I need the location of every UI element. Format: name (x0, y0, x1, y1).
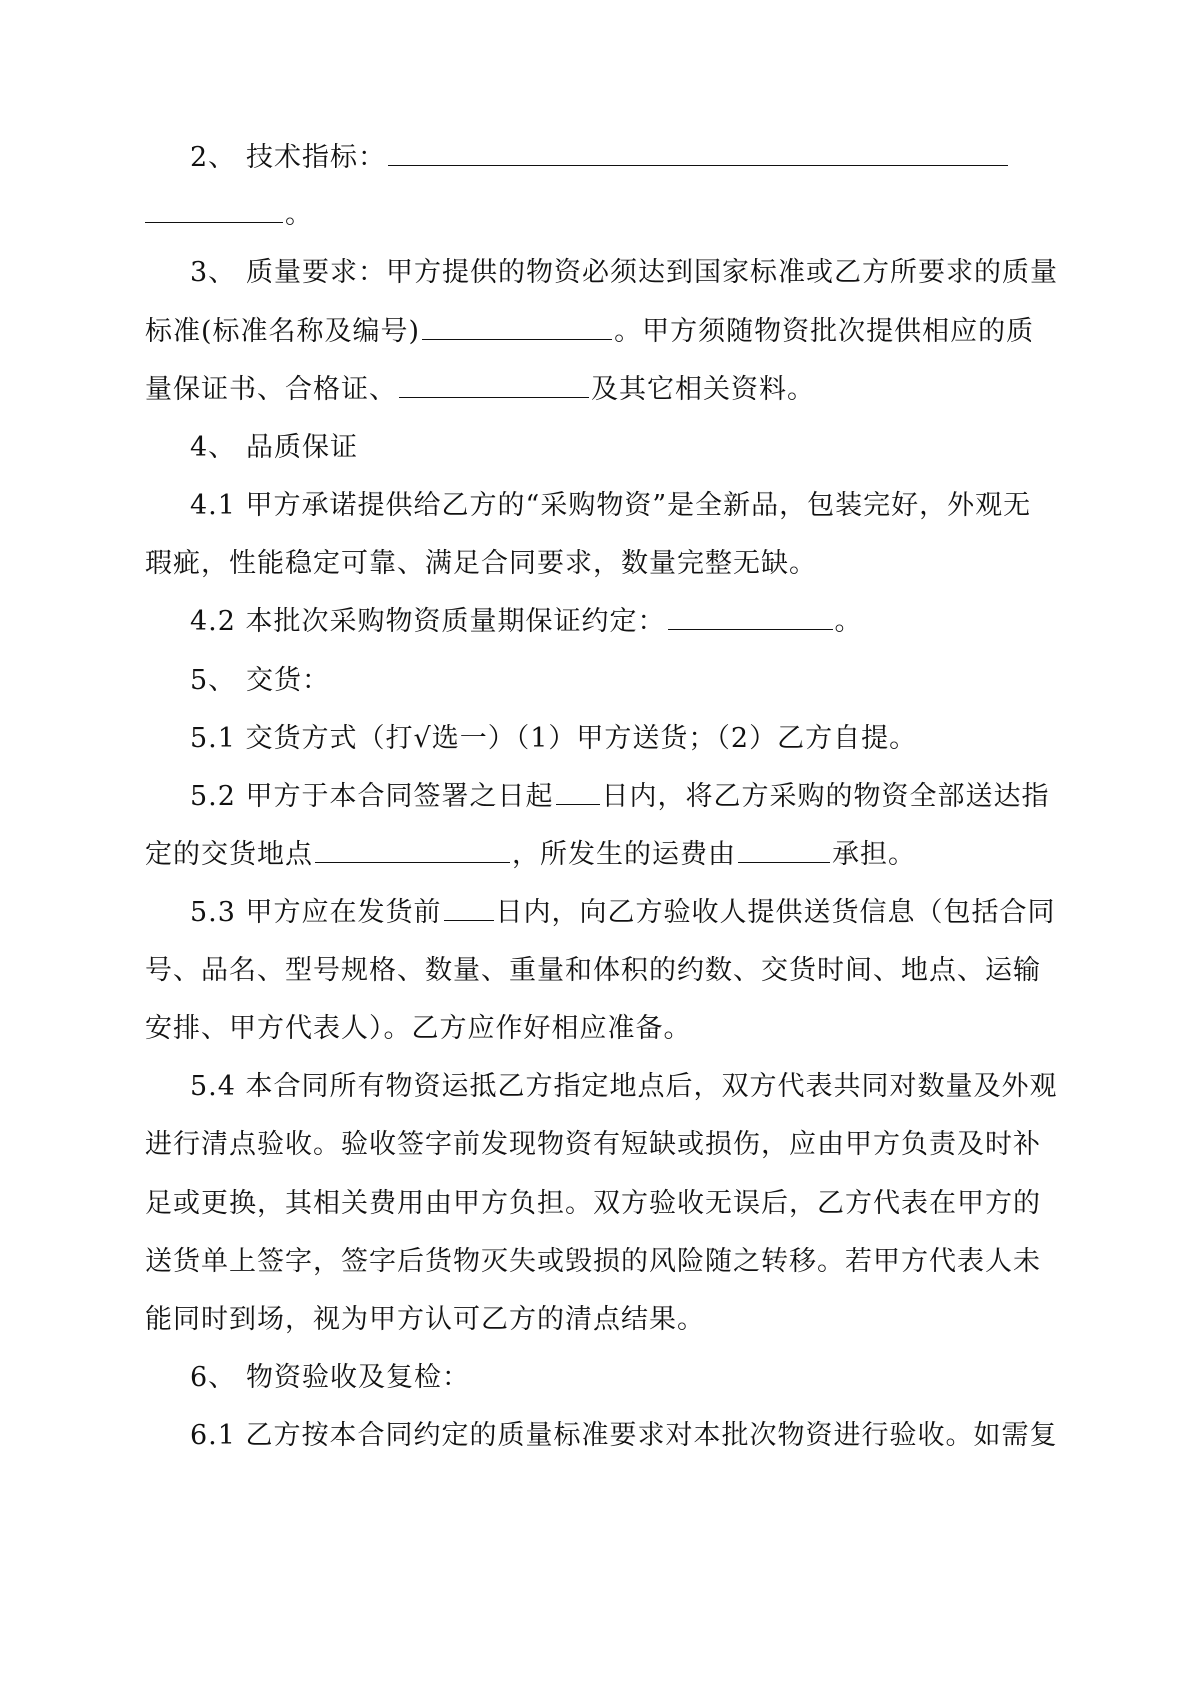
clause-text: 标准(标准名称及编号) (145, 316, 421, 347)
clause-3-line (190, 256, 1058, 290)
clause-text: 5.2 甲方于本合同签署之日起 (190, 781, 554, 812)
clause-text: ，所发生的运费由 (512, 839, 736, 870)
clause-text: 进行清点验收。验收签字前发现物资有短缺或损伤，应由甲方负责及时补 (145, 1129, 1041, 1160)
clause-6-line (190, 1361, 470, 1395)
clause-5-3-line-3 (145, 1012, 692, 1046)
clause-4-line (190, 431, 358, 465)
clause-text: 安排、甲方代表人）。乙方应作好相应准备。 (145, 1013, 692, 1044)
clause-text: 。甲方须随物资批次提供相应的质 (614, 316, 1035, 347)
clause-number: 3、 (190, 257, 237, 288)
clause-4-2-line (190, 605, 863, 639)
clause-number: 2、 (190, 142, 237, 173)
clause-text: 物资验收及复检： (246, 1362, 470, 1393)
fill-blank[interactable] (668, 605, 833, 630)
clause-text: 及其它相关资料。 (591, 374, 815, 405)
clause-2-line (190, 141, 1010, 175)
clause-text: 技术指标： (246, 142, 386, 173)
fill-blank[interactable] (315, 838, 510, 863)
clause-5-3-line-2 (145, 954, 1041, 988)
clause-text: 品质保证 (246, 432, 358, 463)
clause-number: 6、 (190, 1362, 237, 1393)
clause-5-2-line (190, 780, 1050, 814)
clause-text: 承担。 (832, 839, 916, 870)
clause-5-2-line-2 (145, 838, 916, 872)
clause-text: 号、品名、型号规格、数量、重量和体积的约数、交货时间、地点、运输 (145, 955, 1041, 986)
clause-4-1-line (190, 489, 1031, 523)
clause-text: 瑕疵，性能稳定可靠、满足合同要求，数量完整无缺。 (145, 548, 817, 579)
clause-5-4-line (190, 1070, 1058, 1104)
clause-5-4-line-2 (145, 1128, 1041, 1162)
fill-blank[interactable] (388, 141, 1008, 166)
clause-text: 日内，将乙方采购的物资全部送达指 (601, 781, 1050, 812)
clause-text: 。 (285, 199, 313, 230)
clause-number: 5、 (190, 665, 237, 696)
clause-text: 4.1 甲方承诺提供给乙方的“采购物资”是全新品，包装完好，外观无 (190, 490, 1032, 521)
clause-5-3-line (190, 896, 1056, 930)
fill-blank[interactable] (422, 315, 612, 340)
clause-text: 日内，向乙方验收人提供送货信息（包括合同 (495, 897, 1056, 928)
clause-text: 4.2 本批次采购物资质量期保证约定： (190, 606, 666, 637)
fill-blank[interactable] (556, 780, 600, 805)
clause-3-line-2 (145, 315, 1034, 349)
clause-3-line-3 (145, 373, 815, 407)
clause-5-4-line-5 (145, 1303, 705, 1337)
clause-5-1-line (190, 722, 917, 756)
clause-text: 。 (834, 606, 863, 637)
clause-text: 6.1 乙方按本合同约定的质量标准要求对本批次物资进行验收。如需复 (190, 1420, 1058, 1451)
clause-6-1-line (190, 1419, 1058, 1453)
clause-text: 送货单上签字，签字后货物灭失或毁损的风险随之转移。若甲方代表人未 (145, 1246, 1041, 1277)
clause-4-1-line-2 (145, 547, 817, 581)
clause-text: 足或更换，其相关费用由甲方负担。双方验收无误后，乙方代表在甲方的 (145, 1188, 1041, 1219)
clause-text: 5.4 本合同所有物资运抵乙方指定地点后，双方代表共同对数量及外观 (190, 1071, 1058, 1102)
clause-number: 4、 (190, 432, 237, 463)
fill-blank[interactable] (444, 896, 494, 921)
fill-blank[interactable] (145, 198, 283, 223)
clause-5-4-line-3 (145, 1187, 1041, 1221)
clause-5-line (190, 664, 330, 698)
clause-text: 能同时到场，视为甲方认可乙方的清点结果。 (145, 1304, 705, 1335)
clause-text: 量保证书、合格证、 (145, 374, 397, 405)
clause-text: 5.1 交货方式（打√选一）（1）甲方送货；（2）乙方自提。 (190, 723, 918, 754)
fill-blank[interactable] (738, 838, 830, 863)
clause-text: 质量要求：甲方提供的物资必须达到国家标准或乙方所要求的质量 (246, 257, 1058, 288)
clause-text: 5.3 甲方应在发货前 (190, 897, 442, 928)
clause-2-line-2 (145, 198, 313, 232)
clause-text: 定的交货地点 (145, 839, 313, 870)
fill-blank[interactable] (399, 373, 589, 398)
clause-5-4-line-4 (145, 1245, 1041, 1279)
clause-text: 交货： (246, 665, 330, 696)
